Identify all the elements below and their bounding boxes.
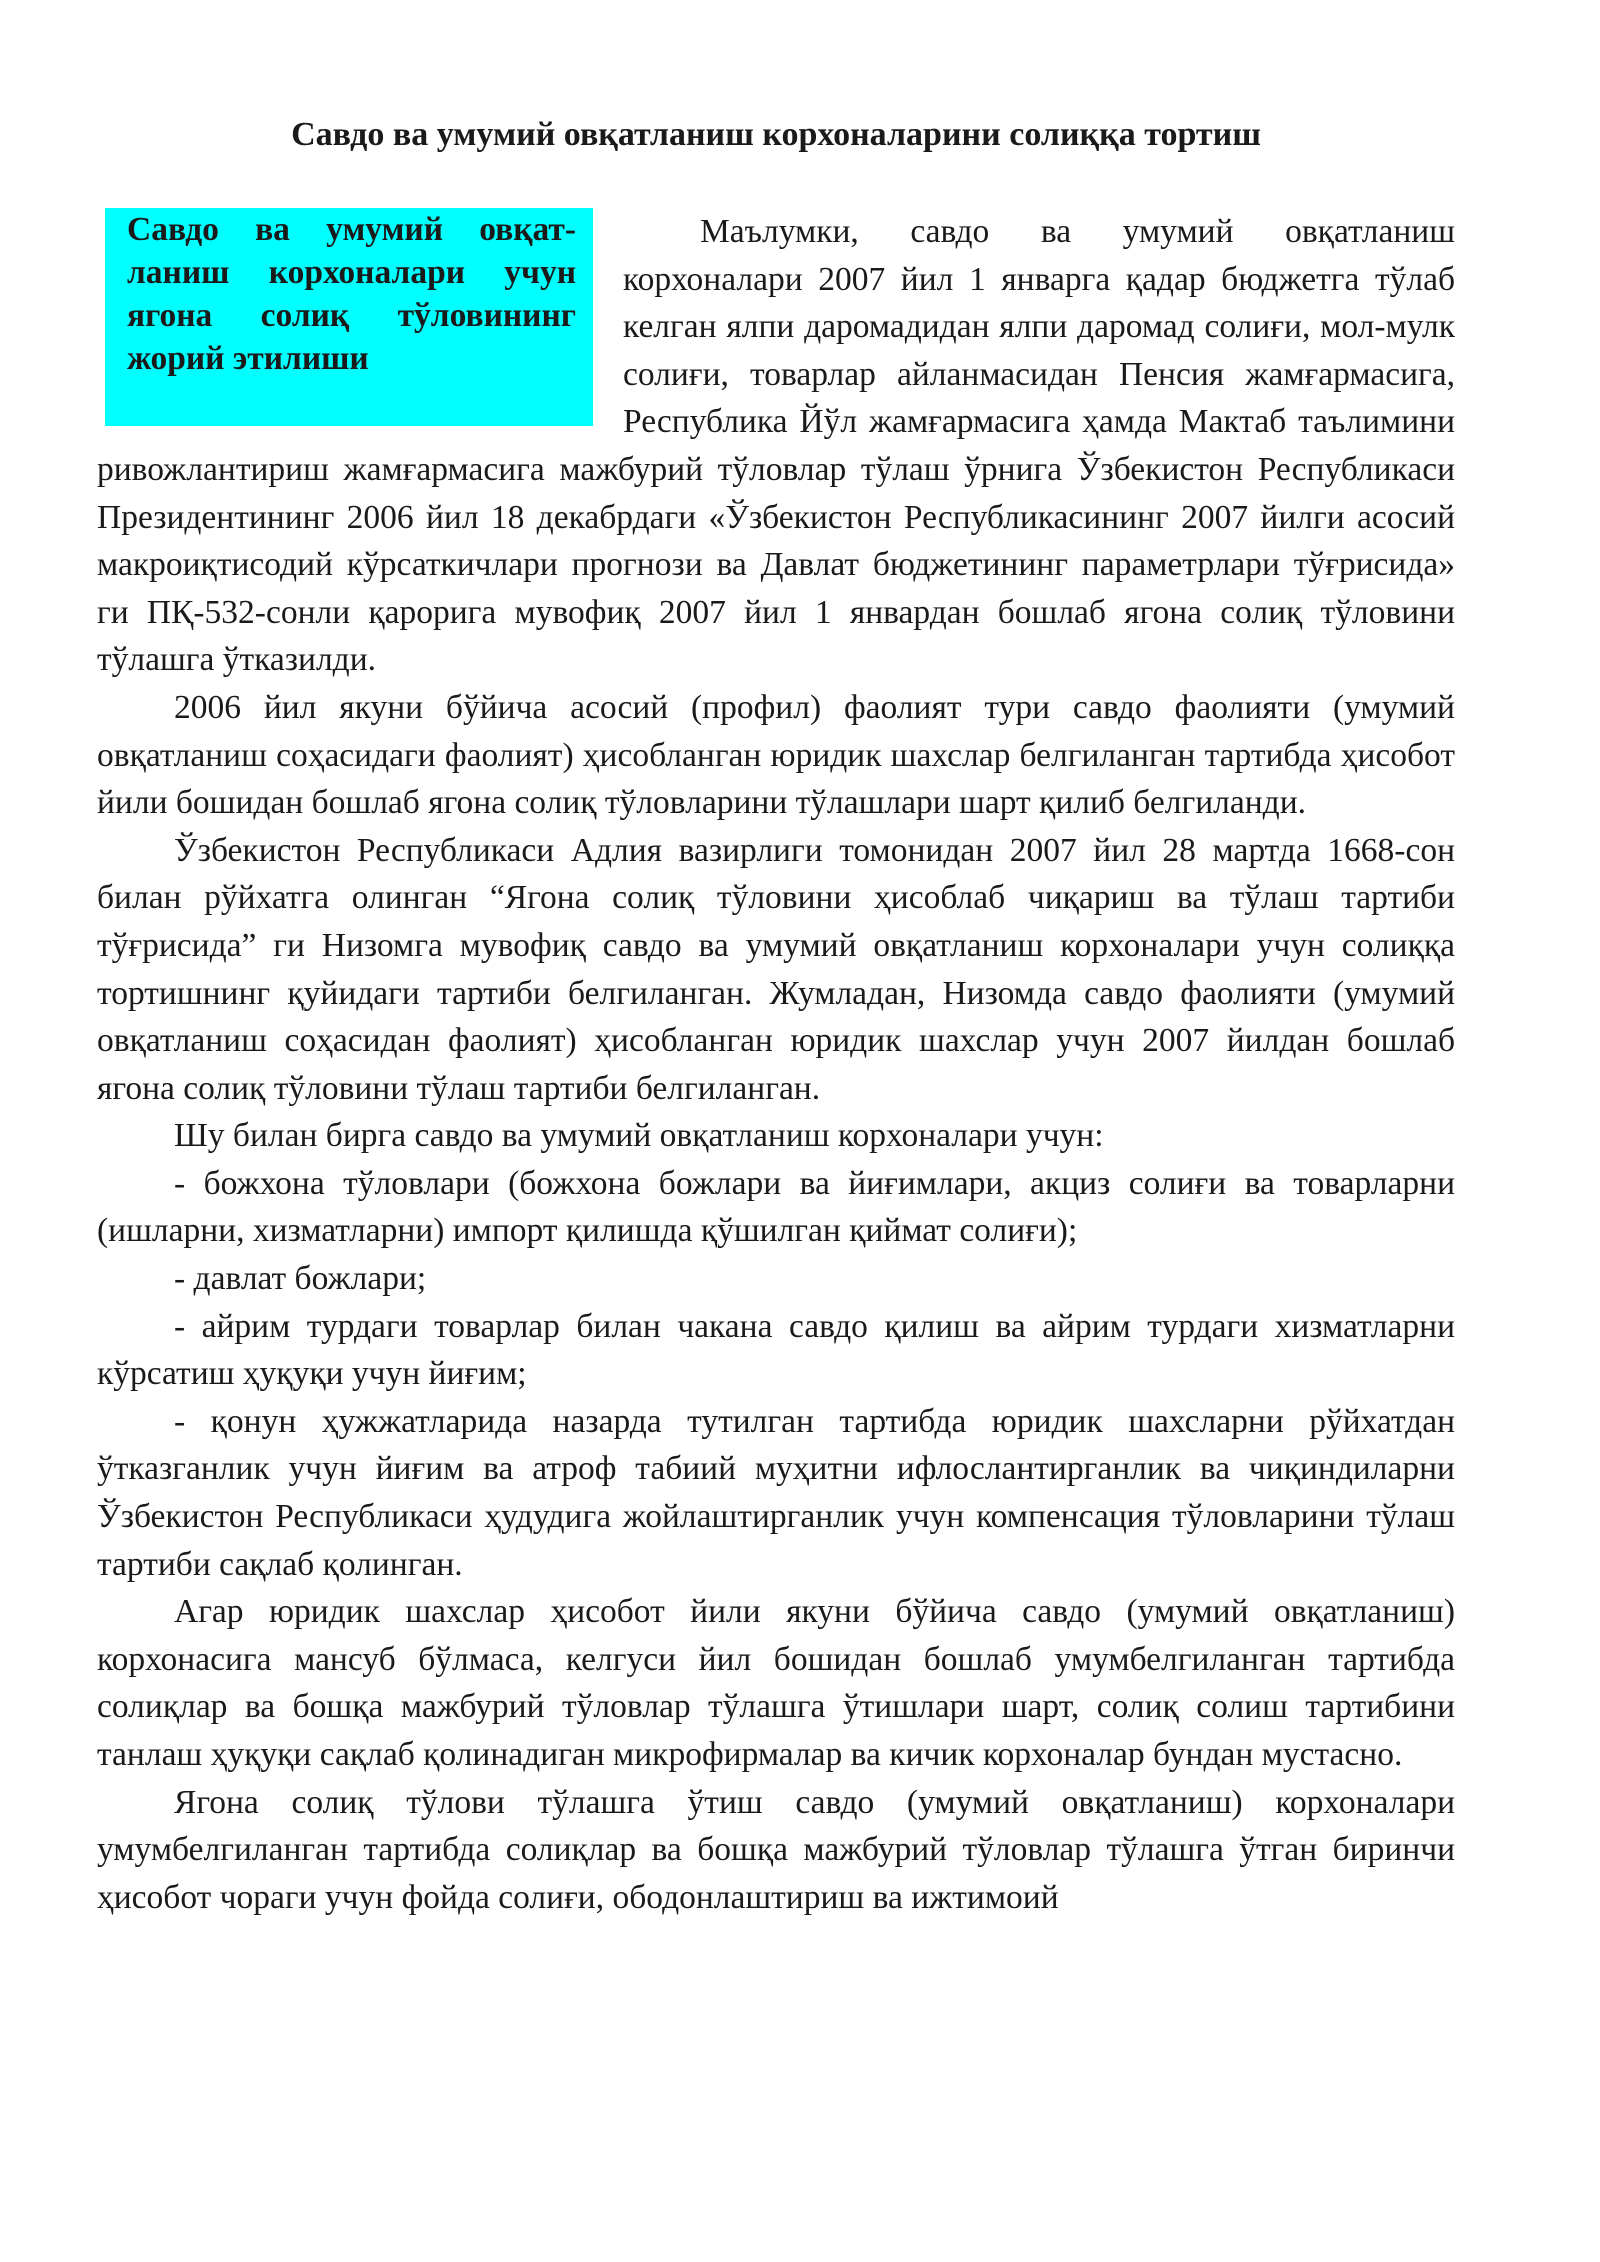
document-body — [97, 208, 1455, 1921]
paragraph-4: Шу билан бирга савдо ва умумий овқатланиш корхоналари учун: — [174, 1117, 1104, 1155]
paragraph-5: Агар юридик шахслар ҳисобот йили якуни бўйича савдо (умумий овқатланиш) корхонасига мансуб бўлмаса, келгуси йил бошидан бошлаб умумбелгиланган тартибда солиқлар ва бошқа мажбурий тўловлар тўлашга ўтишлари шарт, солиқ солиш тартибини танлаш ҳуқуқи сақлаб қолинадиган микрофирмалар ва кичик корхоналар бундан мустасно. — [97, 1593, 1455, 1773]
paragraph-6: Ягона солиқ тўлови тўлашга ўтиш савдо (умумий овқатланиш) корхоналари умумбелгиланган тартибда солиқлар ва бошқа мажбурий тўловлар тўлашга ўтган биринчи ҳисобот чораги учун фойда солиғи, ободонлаштириш ва ижтимоий — [97, 1783, 1455, 1916]
paragraph-3: Ўзбекистон Республикаси Адлия вазирлиги томонидан 2007 йил 28 мартда 1668-сон билан рўйхатга олинган “Ягона солиқ тўловини ҳисоблаб чиқариш ва тўлаш тартиби тўғрисида” ги Низомга мувофиқ савдо ва умумий овқатланиш корхоналари учун солиққа тортишнинг қуйидаги тартиби белгиланган. Жумладан, Низомда савдо фаолияти (умумий овқатланиш соҳасидан фаолият) ҳисобланган юридик шахслар учун 2007 йилдан бошлаб ягона солиқ тўловини тўлаш тартиби белгиланган. — [97, 831, 1455, 1107]
list-item-state-duties: - давлат божлари; — [174, 1260, 427, 1298]
document-title: Савдо ва умумий овқатланиш корхоналарини солиққа тортиш — [291, 116, 1261, 153]
list-item-customs: - божхона тўловлари (божхона божлари ва йиғимлари, акциз солиғи ва товарларни (ишларни, хизматларни) импорт қилишда қўшилган қиймат солиғи); — [97, 1164, 1455, 1250]
paragraph-2: 2006 йил якуни бўйича асосий (профил) фаолият тури савдо фаолияти (умумий овқатланиш соҳасидаги фаолият) ҳисобланган юридик шахслар белгиланган тартибда ҳисобот йили бошидан бошлаб ягона солиқ тўловларини тўлашлари шарт қилиб белгиланди. — [97, 688, 1455, 822]
section-callout-box — [105, 208, 593, 426]
callout-text: Савдо ва умумий овқат-ланиш корхоналари учун ягона солиқ тўловининг жорий этилиши — [127, 211, 576, 377]
list-item-registration-fee: - қонун ҳужжатларида назарда тутилган тартибда юридик шахсларни рўйхатдан ўтказганлик учун йиғим ва атроф табиий муҳитни ифлослантирганлик ва чиқиндиларни Ўзбекистон Республикаси ҳудудига жойлаштирганлик учун компенсация тўловларини тўлаш тартиби сақлаб қолинган. — [97, 1402, 1455, 1583]
list-item-retail-fee: - айрим турдаги товарлар билан чакана савдо қилиш ва айрим турдаги хизматларни кўрсатиш ҳуқуқи учун йиғим; — [97, 1307, 1455, 1393]
paragraph-1-text: Маълумки, савдо ва умумий овқатланиш корхоналари 2007 йил 1 январга қадар бюджетга тўлаб келган ялпи даромадидан ялпи даромад солиғи, мол-мулк солиғи, товарлар айланмасидан Пенсия жамғармасига, Республика Йўл жамғармасига ҳамда Мактаб таълимини ривожлантириш жамғармасига мажбурий тўловлар тўлаш ўрнига Ўзбекистон Республикаси Президентининг 2006 йил 18 декабрдаги «Ўзбекистон Республикасининг 2007 йилги асосий макроиқтисодий кўрсаткичлари прогнози ва Давлат бюджетининг параметрлари тўғрисида» ги ПҚ-532-сонли қарорига мувофиқ 2007 йил 1 январдан бошлаб ягона солиқ тўловини тўлашга ўтказилди. — [97, 213, 1455, 679]
